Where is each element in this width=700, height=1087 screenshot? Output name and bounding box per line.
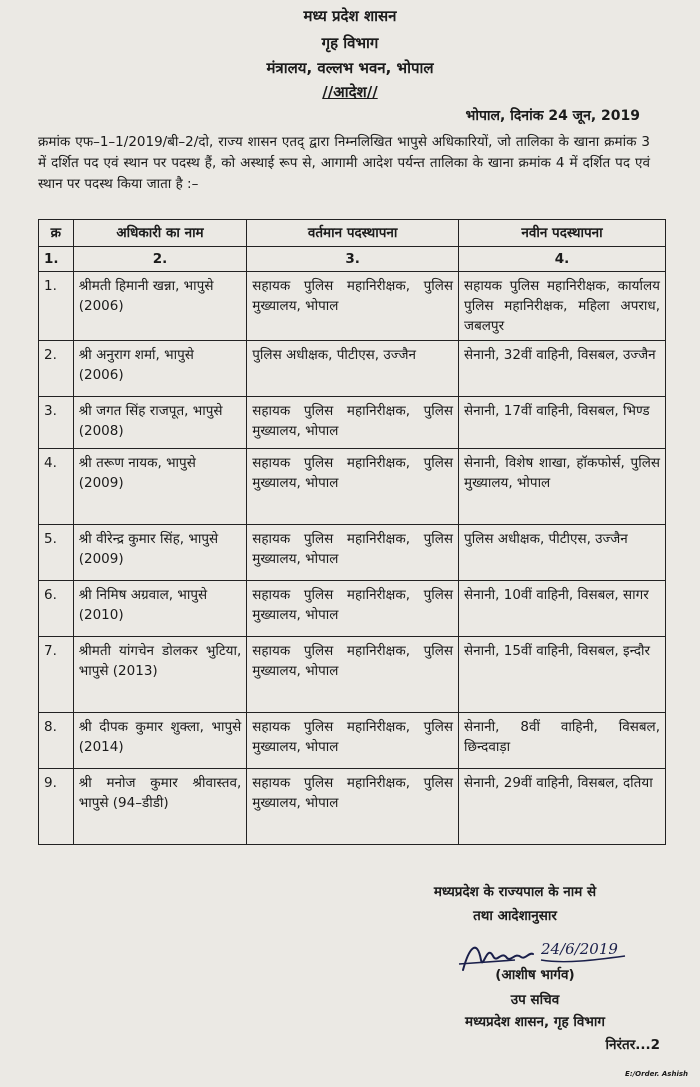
current-posting: सहायक पुलिस महानिरीक्षक, पुलिस मुख्यालय, भोपाल xyxy=(247,581,459,637)
column-number: 1. xyxy=(39,247,74,272)
header-serial: क्र xyxy=(39,220,74,247)
current-posting: पुलिस अधीक्षक, पीटीएस, उज्जैन xyxy=(247,341,459,397)
continued-note: निरंतर...2 xyxy=(605,1037,660,1053)
header-order-title: //आदेश// xyxy=(322,83,378,101)
column-number: 3. xyxy=(247,247,459,272)
new-posting: सहायक पुलिस महानिरीक्षक, कार्यालय पुलिस महानिरीक्षक, महिला अपराध, जबलपुर xyxy=(459,272,666,341)
current-posting: सहायक पुलिस महानिरीक्षक, पुलिस मुख्यालय, भोपाल xyxy=(247,525,459,581)
date-line: भोपाल, दिनांक 24 जून, 2019 xyxy=(465,108,640,124)
new-posting: सेनानी, 10वीं वाहिनी, विसबल, सागर xyxy=(459,581,666,637)
table-row xyxy=(39,769,666,845)
serial-no: 5. xyxy=(39,525,74,581)
current-posting: सहायक पुलिस महानिरीक्षक, पुलिस मुख्यालय, भोपाल xyxy=(247,713,459,769)
current-posting: सहायक पुलिस महानिरीक्षक, पुलिस मुख्यालय, भोपाल xyxy=(247,637,459,713)
current-posting: सहायक पुलिस महानिरीक्षक, पुलिस मुख्यालय, भोपाल xyxy=(247,272,459,341)
serial-no: 7. xyxy=(39,637,74,713)
table-row xyxy=(39,449,666,525)
header-officer-name: अधिकारी का नाम xyxy=(73,220,247,247)
table-row xyxy=(39,637,666,713)
authority-line-2: तथा आदेशानुसार xyxy=(473,908,557,924)
serial-no: 8. xyxy=(39,713,74,769)
officer-name: श्री निमिष अग्रवाल, भापुसे (2010) xyxy=(73,581,247,637)
serial-no: 6. xyxy=(39,581,74,637)
current-posting: सहायक पुलिस महानिरीक्षक, पुलिस मुख्यालय, भोपाल xyxy=(247,449,459,525)
table-row xyxy=(39,713,666,769)
officer-name: श्री जगत सिंह राजपूत, भापुसे (2008) xyxy=(73,397,247,449)
header-new-posting: नवीन पदस्थापना xyxy=(459,220,666,247)
officer-name: श्री मनोज कुमार श्रीवास्तव, भापुसे (94–डीडी) xyxy=(73,769,247,845)
new-posting: पुलिस अधीक्षक, पीटीएस, उज्जैन xyxy=(459,525,666,581)
table-row xyxy=(39,397,666,449)
table-row xyxy=(39,272,666,341)
file-reference: E:/Order. Ashish xyxy=(625,1070,688,1078)
new-posting: सेनानी, विशेष शाखा, हॉकफोर्स, पुलिस मुख्यालय, भोपाल xyxy=(459,449,666,525)
serial-no: 1. xyxy=(39,272,74,341)
intro-paragraph: क्रमांक एफ–1–1/2019/बी–2/दो, राज्य शासन एतद् द्वारा निम्नलिखित भापुसे अधिकारियों, जो तालिका के खाना क्रमांक 3 में दर्शित पद एवं स्थान पर पदस्थ हैं, को अस्थाई रूप से, आगामी आदेश पर्यन्त तालिका के खाना क्रमांक 4 में दर्शित पद एवं स्थान पर पदस्थ किया जाता है :– xyxy=(38,134,650,192)
current-posting: सहायक पुलिस महानिरीक्षक, पुलिस मुख्यालय, भोपाल xyxy=(247,397,459,449)
serial-no: 4. xyxy=(39,449,74,525)
officer-name: श्रीमती यांगचेन डोलकर भुटिया, भापुसे (2013) xyxy=(73,637,247,713)
signer-name: (आशीष भार्गव) xyxy=(495,967,575,983)
signature-date: 24/6/2019 xyxy=(541,940,618,958)
header-department: गृह विभाग xyxy=(321,34,379,52)
column-number-row xyxy=(39,247,666,272)
serial-no: 2. xyxy=(39,341,74,397)
signer-department: मध्यप्रदेश शासन, गृह विभाग xyxy=(465,1014,605,1030)
transfer-table xyxy=(38,219,666,845)
authority-line-1: मध्यप्रदेश के राज्यपाल के नाम से xyxy=(433,884,597,900)
header-current-posting: वर्तमान पदस्थापना xyxy=(247,220,459,247)
officer-name: श्री दीपक कुमार शुक्ला, भापुसे (2014) xyxy=(73,713,247,769)
officer-name: श्री वीरेन्द्र कुमार सिंह, भापुसे (2009) xyxy=(73,525,247,581)
header-government: मध्य प्रदेश शासन xyxy=(303,7,397,25)
officer-name: श्रीमती हिमानी खन्ना, भापुसे (2006) xyxy=(73,272,247,341)
new-posting: सेनानी, 8वीं वाहिनी, विसबल, छिन्दवाड़ा xyxy=(459,713,666,769)
table-header-row xyxy=(39,220,666,247)
new-posting: सेनानी, 15वीं वाहिनी, विसबल, इन्दौर xyxy=(459,637,666,713)
authority-note xyxy=(400,880,630,928)
new-posting: सेनानी, 32वीं वाहिनी, विसबल, उज्जैन xyxy=(459,341,666,397)
header-address: मंत्रालय, वल्लभ भवन, भोपाल xyxy=(266,59,434,77)
new-posting: सेनानी, 29वीं वाहिनी, विसबल, दतिया xyxy=(459,769,666,845)
column-number: 4. xyxy=(459,247,666,272)
current-posting: सहायक पुलिस महानिरीक्षक, पुलिस मुख्यालय, भोपाल xyxy=(247,769,459,845)
table-row xyxy=(39,581,666,637)
new-posting: सेनानी, 17वीं वाहिनी, विसबल, भिण्ड xyxy=(459,397,666,449)
table-row xyxy=(39,341,666,397)
serial-no: 9. xyxy=(39,769,74,845)
column-number: 2. xyxy=(73,247,247,272)
signer-designation: उप सचिव xyxy=(510,992,560,1008)
serial-no: 3. xyxy=(39,397,74,449)
officer-name: श्री तरूण नायक, भापुसे (2009) xyxy=(73,449,247,525)
table-row xyxy=(39,525,666,581)
officer-name: श्री अनुराग शर्मा, भापुसे (2006) xyxy=(73,341,247,397)
